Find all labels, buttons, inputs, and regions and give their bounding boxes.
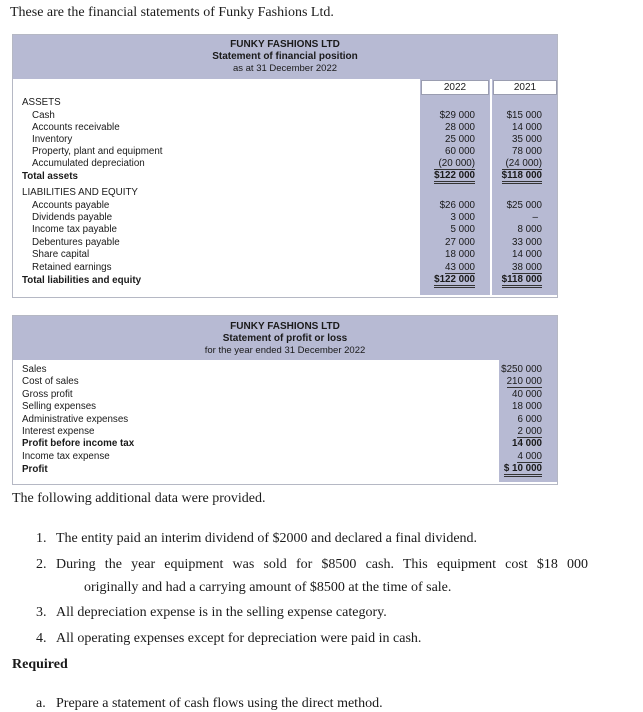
total-assets-2022 bbox=[425, 170, 475, 181]
sfp-title: Statement of financial position bbox=[212, 51, 358, 62]
asset-row-2021: 78 000 bbox=[512, 146, 542, 157]
asset-row-2021: $15 000 bbox=[506, 110, 542, 121]
pl-row-value-text: $ 10 000 bbox=[504, 463, 542, 477]
assets-heading: ASSETS bbox=[22, 97, 61, 108]
total-liab-2022 bbox=[425, 274, 475, 285]
item-text: The entity paid an interim dividend of $2000 and declared a final dividend. bbox=[56, 531, 478, 546]
liab-row-label: Retained earnings bbox=[32, 262, 112, 273]
sfp-header bbox=[153, 39, 417, 75]
total-assets-2021-value: $118 000 bbox=[502, 169, 542, 184]
liab-row-2022: 27 000 bbox=[445, 237, 475, 248]
additional-intro: The following additional data were provided. bbox=[12, 491, 266, 506]
item-text: All operating expenses except for depreciation were paid in cash. bbox=[56, 631, 422, 646]
sfp-col-2022-header: 2022 bbox=[421, 80, 489, 95]
pl-row-label: Income tax expense bbox=[22, 451, 110, 462]
item-number: 4. bbox=[36, 631, 47, 646]
asset-row-2022: (20 000) bbox=[438, 158, 475, 169]
liab-row-2021: $25 000 bbox=[506, 200, 542, 211]
total-assets-2021 bbox=[492, 170, 542, 181]
asset-row-label: Accumulated depreciation bbox=[32, 158, 145, 169]
sfp-date: as at 31 December 2022 bbox=[232, 63, 338, 74]
liab-row-2022: 3 000 bbox=[450, 212, 475, 223]
liab-row-label: Income tax payable bbox=[32, 224, 117, 235]
liab-row-2022: $26 000 bbox=[439, 200, 475, 211]
pl-title: Statement of profit or loss bbox=[222, 333, 348, 344]
liab-row-2022: 18 000 bbox=[445, 249, 475, 260]
total-assets-label: Total assets bbox=[22, 171, 78, 182]
item-text: During the year equipment was sold for $8500 cash. This equipment cost $18 000 bbox=[56, 557, 588, 572]
asset-row-label: Cash bbox=[32, 110, 55, 121]
pl-row-value-text: 2 000 bbox=[517, 426, 542, 437]
pl-row-value bbox=[480, 376, 542, 387]
asset-row-2022: $29 000 bbox=[439, 110, 475, 121]
pl-date: for the year ended 31 December 2022 bbox=[204, 345, 366, 356]
pl-row-value: 6 000 bbox=[517, 414, 542, 425]
total-liab-2022-value: $122 000 bbox=[434, 274, 475, 288]
pl-row-value: 18 000 bbox=[512, 401, 542, 412]
pl-row-label: Sales bbox=[22, 364, 47, 375]
asset-row-2022: 60 000 bbox=[445, 146, 475, 157]
item-number: 3. bbox=[36, 605, 47, 620]
total-liab-2021-value: $118 000 bbox=[502, 274, 542, 288]
pl-row-value: $250 000 bbox=[501, 364, 542, 375]
total-liab-2021 bbox=[492, 274, 542, 285]
pl-header bbox=[153, 321, 417, 357]
sfp-company: FUNKY FASHIONS LTD bbox=[230, 39, 340, 50]
asset-row-2021: 14 000 bbox=[512, 122, 542, 133]
pl-row-value bbox=[480, 426, 542, 437]
item-number: 1. bbox=[36, 531, 47, 546]
pl-row-label: Profit before income tax bbox=[22, 438, 135, 449]
asset-row-2022: 28 000 bbox=[445, 122, 475, 133]
pl-row-label: Selling expenses bbox=[22, 401, 97, 412]
liab-row-2022: 5 000 bbox=[450, 224, 475, 235]
item-number: 2. bbox=[36, 557, 47, 572]
liab-row-label: Dividends payable bbox=[32, 212, 113, 223]
liab-row-2022 bbox=[425, 262, 475, 273]
pl-row-value-text: 210 000 bbox=[506, 376, 542, 387]
liab-row-2021-value: 38 000 bbox=[512, 262, 542, 273]
liab-row-2021: 33 000 bbox=[512, 237, 542, 248]
required-heading: Required bbox=[12, 657, 68, 672]
asset-row-2021: 35 000 bbox=[512, 134, 542, 145]
pl-company: FUNKY FASHIONS LTD bbox=[230, 321, 340, 332]
liab-row-label: Accounts payable bbox=[32, 200, 110, 211]
pl-row-label: Administrative expenses bbox=[22, 414, 129, 425]
liab-row-2021 bbox=[492, 262, 542, 273]
liab-row-2021: 14 000 bbox=[512, 249, 542, 260]
pl-row-value bbox=[480, 463, 542, 474]
asset-row-label: Inventory bbox=[32, 134, 73, 145]
liabilities-heading: LIABILITIES AND EQUITY bbox=[22, 187, 138, 198]
pl-row-label: Cost of sales bbox=[22, 376, 79, 387]
pl-row-label: Gross profit bbox=[22, 389, 73, 400]
task-text: Prepare a statement of cash flows using the direct method. bbox=[56, 696, 383, 711]
liab-row-2021: – bbox=[532, 212, 538, 223]
asset-row-label: Accounts receivable bbox=[32, 122, 120, 133]
asset-row-2022: 25 000 bbox=[445, 134, 475, 145]
pl-row-value: 14 000 bbox=[512, 438, 542, 449]
intro-text: These are the financial statements of Funky Fashions Ltd. bbox=[10, 5, 334, 20]
pl-row-value: 40 000 bbox=[512, 389, 542, 400]
task-letter: a. bbox=[36, 696, 46, 711]
liab-row-2021: 8 000 bbox=[517, 224, 542, 235]
liab-row-label: Debentures payable bbox=[32, 237, 120, 248]
pl-row-label: Profit bbox=[22, 464, 48, 475]
total-assets-2022-value: $122 000 bbox=[434, 169, 475, 184]
asset-row-2021: (24 000) bbox=[505, 158, 542, 169]
liab-row-label: Share capital bbox=[32, 249, 90, 260]
pl-row-label: Interest expense bbox=[22, 426, 95, 437]
item-text-continued: originally and had a carrying amount of $8500 at the time of sale. bbox=[84, 580, 452, 595]
asset-row-label: Property, plant and equipment bbox=[32, 146, 163, 157]
total-liab-label: Total liabilities and equity bbox=[22, 275, 142, 286]
pl-row-value-text: 4 000 bbox=[517, 451, 542, 462]
liab-row-2022-value: 43 000 bbox=[445, 262, 475, 273]
item-text: All depreciation expense is in the selling expense category. bbox=[56, 605, 387, 620]
pl-row-value bbox=[480, 451, 542, 462]
sfp-col-2021-header: 2021 bbox=[493, 80, 557, 95]
